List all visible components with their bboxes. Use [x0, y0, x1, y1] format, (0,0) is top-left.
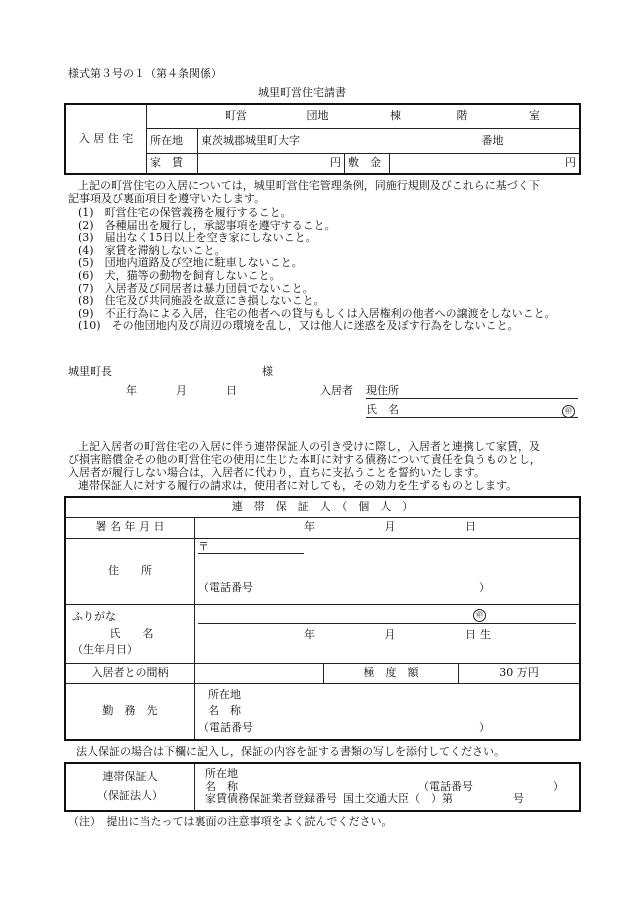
rent-field[interactable]: 円	[198, 153, 345, 174]
address-field[interactable]: 〒 （電話番号 ）	[195, 538, 581, 605]
relation-field[interactable]	[195, 663, 324, 684]
conditions-list	[78, 207, 556, 333]
addressee: 城里町長	[68, 365, 112, 378]
location-label: 所在地	[147, 129, 198, 154]
guarantor-text-2: び損害賠償金その他の町営住宅の使用に生じた本町に対する債務について責任を負うものとし，	[68, 453, 541, 466]
corporate-table	[64, 762, 581, 812]
intro-line2: 記事項及び裏面項目を遵守いたします。	[68, 192, 266, 205]
relation-label: 入居者との間柄	[65, 663, 195, 684]
guarantor-table	[64, 496, 581, 741]
residence-label: 入 居 住 宅	[65, 104, 147, 174]
condition-item: (7) 入居者及び同居者は暴力団員でないこと。	[78, 281, 314, 295]
corporate-label: 連帯保証人 （保証法人）	[65, 763, 195, 811]
condition-item: (1) 町営住宅の保管義務を履行すること。	[78, 206, 292, 219]
addressee-sama: 様	[262, 365, 273, 378]
seal-icon: ㊞	[562, 405, 575, 418]
condition-item: (6) 犬，猫等の動物を飼育しないこと。	[78, 268, 281, 282]
rent-label: 家 賃	[147, 153, 198, 174]
deposit-label: 敷 金	[345, 153, 390, 174]
condition-item: (10) その他団地内及び周辺の環境を乱し，又は他人に迷惑を及ぼす行為をしないこと。	[78, 319, 519, 333]
tenant-name-field[interactable]: 氏 名 ㊞	[366, 404, 578, 418]
guarantor-header: 連 帯 保 証 人 （ 個 人 ）	[65, 497, 580, 518]
condition-item: (2) 各種届出を履行し，承認事項を遵守すること。	[78, 218, 336, 232]
limit-value: 30 万円	[459, 663, 581, 684]
condition-item: (9) 不正行為による入居，住宅の他者への貸与もしくは入居権利の他者への譲渡をしないこと。	[78, 306, 556, 320]
seal-icon: ㊞	[473, 609, 486, 622]
date-year[interactable]: 年	[126, 384, 137, 397]
condition-item: (3) 届出なく15日以上を空き家にしないこと。	[78, 231, 317, 245]
guarantor-text-1: 上記入居者の町営住宅の入居に伴う連帯保証人の引き受けに際し，入居者と連携して家賃，及	[78, 440, 540, 453]
tenant-address-field[interactable]: 現住所	[366, 385, 578, 399]
date-month[interactable]: 月	[176, 384, 187, 397]
corporate-note: 法人保証の場合は下欄に記入し，保証の内容を証する書類の写しを添付してください。	[76, 745, 505, 758]
deposit-field[interactable]: 円	[390, 153, 581, 174]
name-label-cell: ふりがな 氏 名 （生年月日）	[65, 605, 195, 663]
intro-line1: 上記の町営住宅の入居については，城里町営住宅管理条例，同施行規則及びこれらに基づく下	[78, 179, 540, 192]
residence-row1[interactable]: 町営 団地 棟 階 室	[147, 104, 581, 129]
condition-item: (4) 家賃を滞納しないこと。	[78, 243, 226, 257]
address-label: 住 所	[65, 538, 195, 605]
condition-item: (8) 住宅及び共同施設を故意にき損しないこと。	[78, 294, 325, 308]
condition-item: (5) 団地内道路及び空地に駐車しないこと。	[78, 256, 303, 270]
limit-label: 極 度 額	[324, 663, 459, 684]
location-field[interactable]: 東茨城郡城里町大字 番地	[198, 129, 581, 154]
page-title: 城里町営住宅請書	[258, 86, 346, 99]
name-field[interactable]: ㊞ 年 月 日 生	[195, 605, 581, 663]
corporate-field[interactable]: 所在地 名 称 （電話番号 ） 家賃債務保証業者登録番号 国土交通大臣（ ）第 号	[195, 763, 581, 811]
tenant-label: 入居者	[320, 384, 353, 397]
guarantor-text-3: 入居者が履行しない場合は，入居者に代わり，直ちに支払うことを誓約いたします。	[68, 466, 486, 479]
footnote: （注） 提出に当たっては裏面の注意事項をよく読んでください。	[68, 815, 393, 828]
sign-date-label: 署 名 年 月 日	[65, 518, 195, 539]
work-label: 勤 務 先	[65, 684, 195, 740]
residence-table	[64, 103, 581, 175]
date-day[interactable]: 日	[226, 384, 237, 397]
guarantor-text-4: 連帯保証人に対する履行の請求は，使用者に対しても，その効力を生ずるものとします。	[78, 479, 518, 492]
sign-date-field[interactable]: 年 月 日	[195, 518, 581, 539]
work-field[interactable]: 所在地 名 称 （電話番号 ）	[195, 684, 581, 740]
form-number: 様式第３号の１（第４条関係）	[68, 67, 222, 80]
